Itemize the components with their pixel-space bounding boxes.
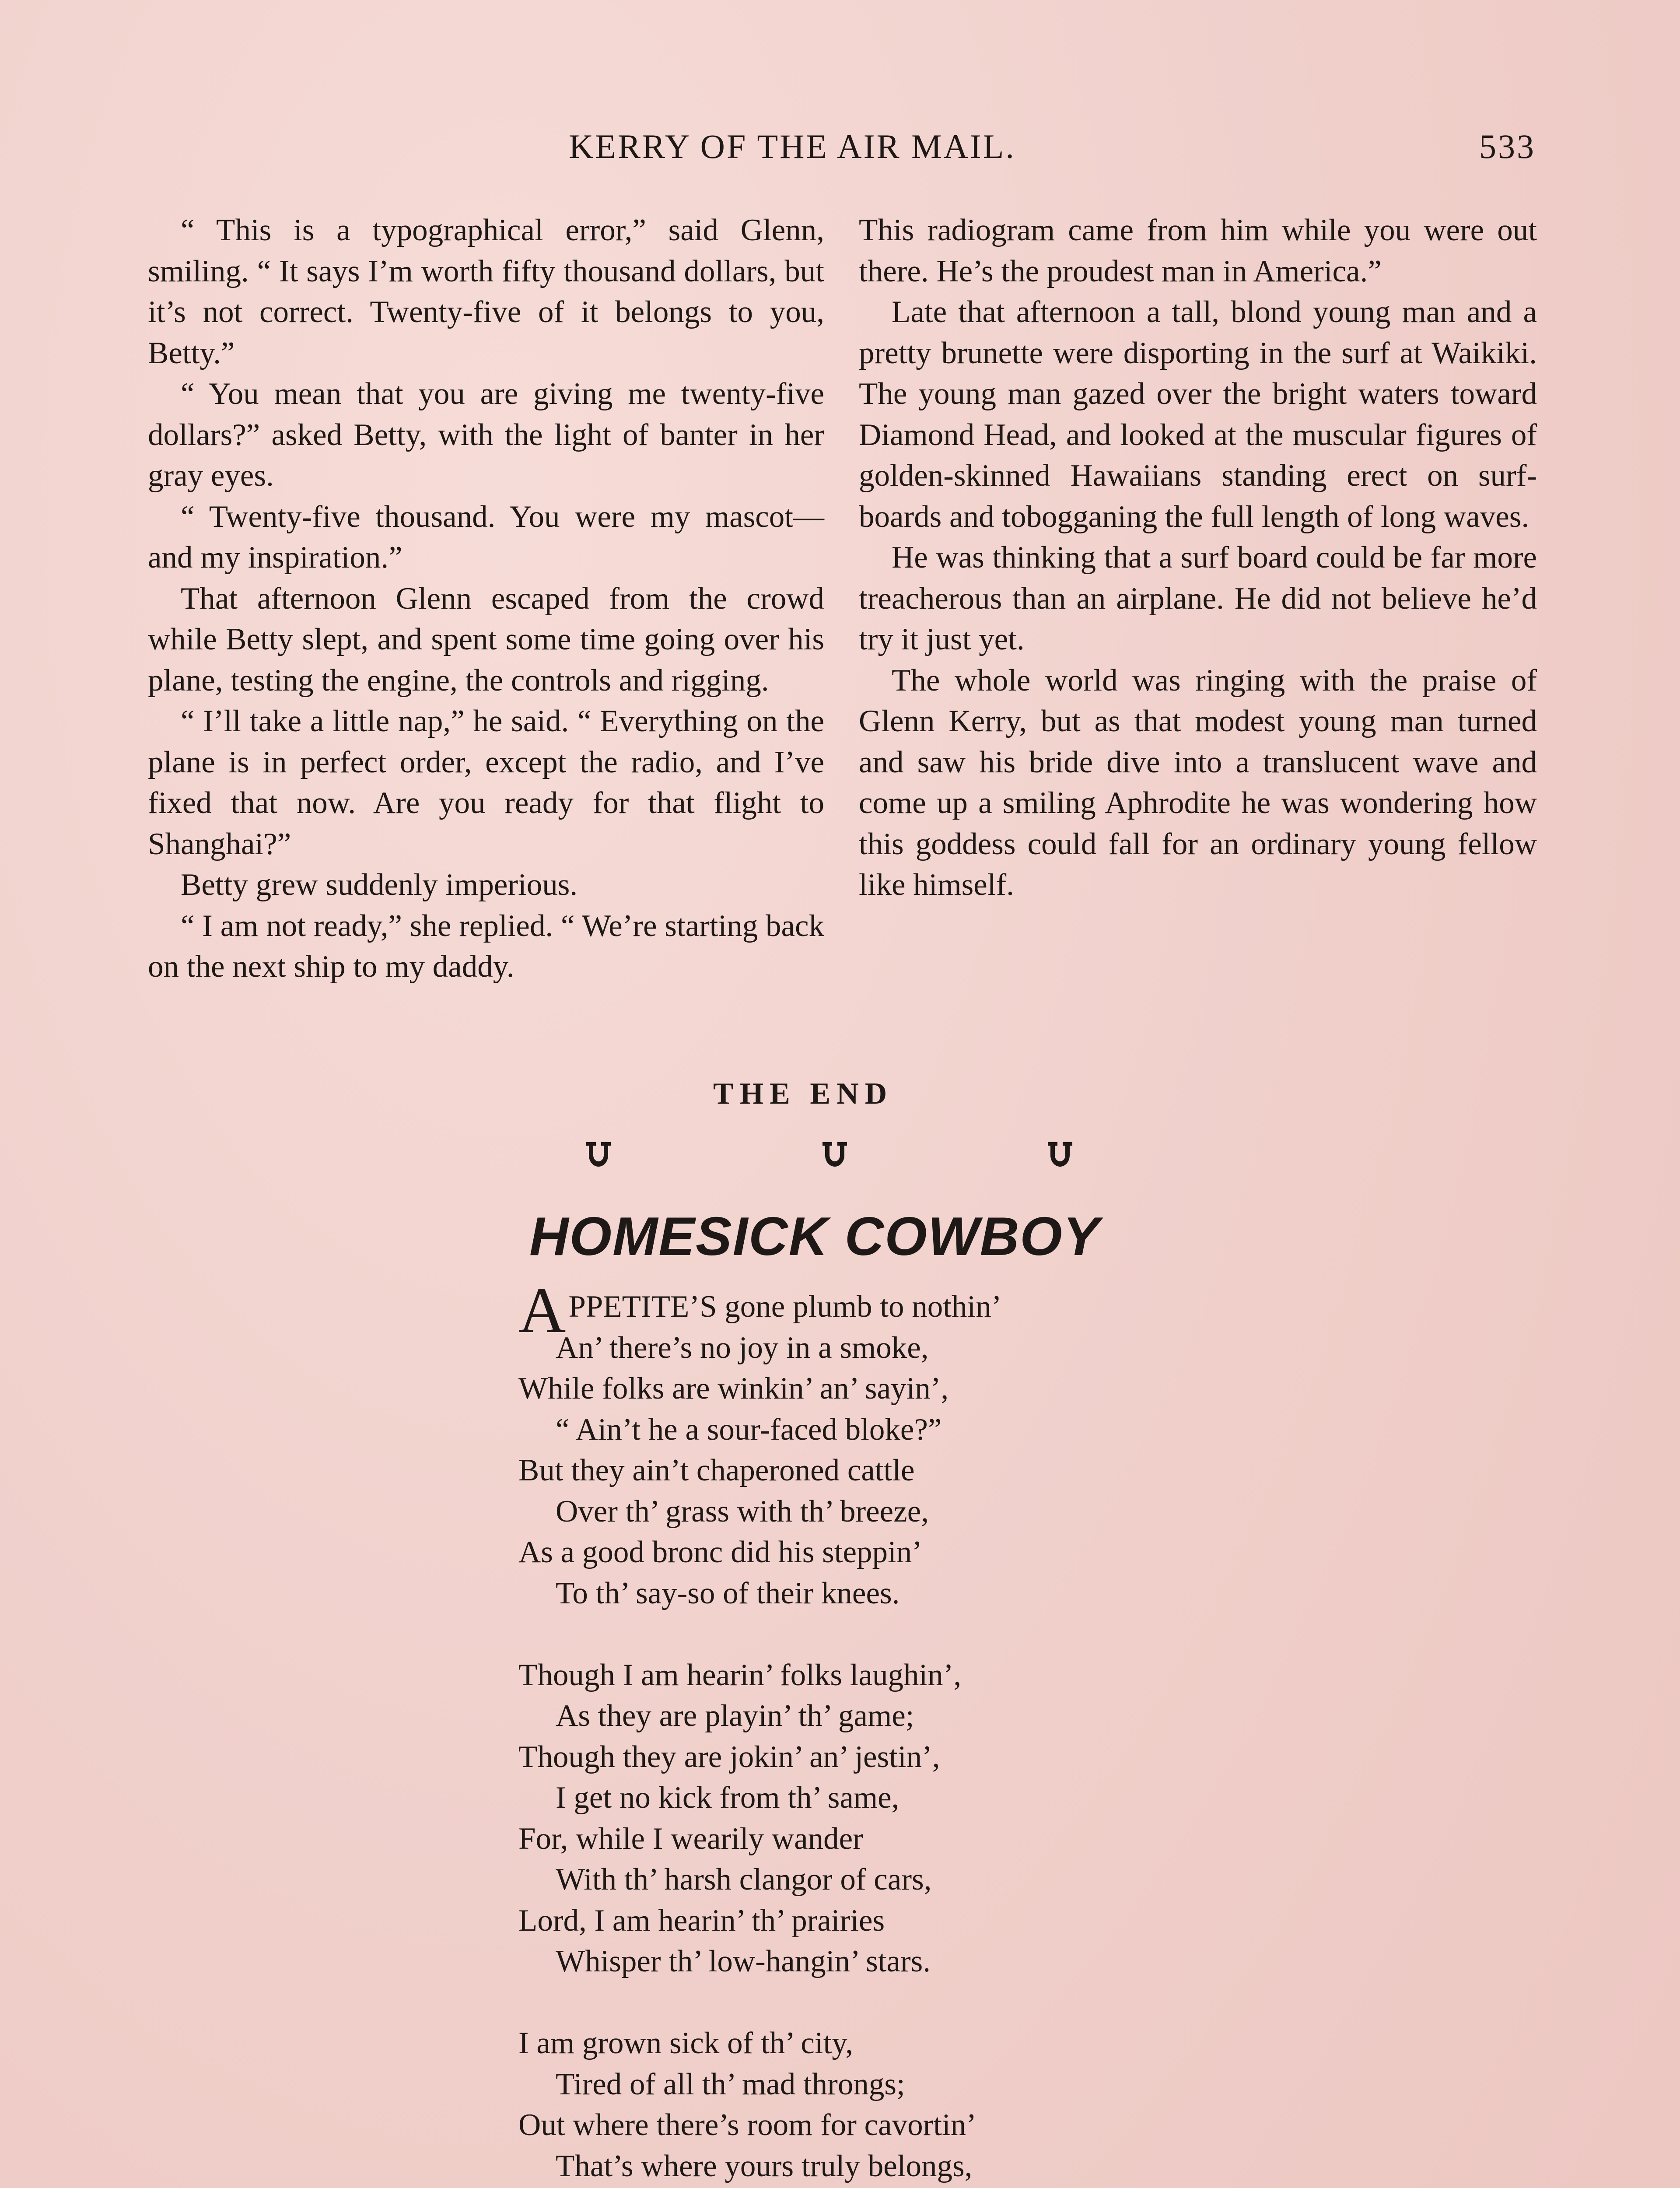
poem-line: But they ain’t chaperoned cattle	[518, 1453, 915, 1487]
horseshoe-icon	[586, 1142, 611, 1169]
poem-line	[518, 1274, 1350, 1346]
poem-line: I get no kick from th’ same,	[556, 1781, 900, 1815]
paragraph: “ I am not ready,” she replied. “ We’re starting back on the next ship to my daddy.	[148, 908, 824, 984]
drop-cap: A	[518, 1274, 566, 1346]
paragraph: The whole world was ringing with the praise of Glenn Kerry, but as that modest young man turned and saw his bride dive into a translucent wave and come up a smiling Aphrodite he was wondering how this goddess could fall for an ordinary young fellow like himself.	[859, 663, 1537, 902]
paragraph-continuation: This radiogram came from him while you were out there. He’s the proudest man in America.”	[859, 213, 1537, 288]
poem-body	[518, 1274, 1350, 2188]
poem-line: Though they are jokin’ an’ jestin’,	[518, 1739, 940, 1774]
poem-line: With th’ harsh clangor of cars,	[556, 1862, 932, 1897]
poem-line: To th’ say-so of their knees.	[556, 1576, 900, 1610]
the-end-label: THE END	[713, 1077, 893, 1111]
paragraph: “ I’ll take a little nap,” he said. “ Everything on the plane is in perfect order, except the radio, and I’ve fixed that now. Are you ready for that flight to Shanghai?”	[148, 704, 824, 861]
running-header	[149, 127, 1536, 175]
paragraph: That afternoon Glenn escaped from the crowd while Betty slept, and spent some time going over his plane, testing the engine, the controls and rigging.	[148, 581, 824, 698]
poem-title: HOMESICK COWBOY	[529, 1206, 1100, 1267]
poem-line: Over th’ grass with th’ breeze,	[556, 1494, 929, 1529]
horseshoe-icon	[1048, 1142, 1072, 1169]
poem-line: Tired of all th’ mad throngs;	[556, 2067, 905, 2101]
poem-stanza	[518, 1274, 1350, 1614]
poem-stanza	[518, 2023, 1350, 2188]
poem-line: As a good bronc did his steppin’	[518, 1535, 922, 1569]
poem-line: That’s where yours truly belongs,	[556, 2149, 973, 2183]
poem-line: Out where there’s room for cavortin’	[518, 2108, 976, 2142]
story-column-right	[859, 210, 1537, 906]
poem-line: While folks are winkin’ an’ sayin’,	[518, 1371, 949, 1406]
story-column-left	[148, 210, 824, 988]
poem-stanza	[518, 1655, 1350, 1982]
poem-line: Lord, I am hearin’ th’ prairies	[518, 1903, 885, 1938]
paragraph: He was thinking that a surf board could be far more treacherous than an airplane. He did not believe he’d try it just yet.	[859, 540, 1537, 656]
poem-line: I am grown sick of th’ city,	[518, 2026, 854, 2060]
running-title: KERRY OF THE AIR MAIL.	[569, 127, 1016, 165]
poem-line-text: PPETITE’S gone plumb to nothin’	[568, 1290, 1002, 1324]
poem-line: Whisper th’ low-hangin’ stars.	[556, 1944, 931, 1978]
ornament-row	[0, 1142, 1680, 1177]
paragraph: “ Twenty-five thousand. You were my mascot—and my inspiration.”	[148, 499, 824, 575]
page-number: 533	[1479, 127, 1536, 165]
poem-line: For, while I wearily wander	[518, 1821, 863, 1856]
paragraph: “ This is a typographical error,” said Glenn, smiling. “ It says I’m worth fifty thousand dollars, but it’s not correct. Twenty-five of it belongs to you, Betty.”	[148, 213, 824, 370]
poem-line: An’ there’s no joy in a smoke,	[556, 1330, 929, 1365]
paragraph: Late that afternoon a tall, blond young man and a pretty brunette were disporting in the surf at Waikiki. The young man gazed over the bright waters toward Diamond Head, and looked at the muscular figures of golden-skinned Hawaiians standing erect on surf-boards and tobogganing the full length of long waves.	[859, 295, 1537, 534]
poem-line: “ Ain’t he a sour-faced bloke?”	[556, 1412, 942, 1447]
horseshoe-icon	[822, 1142, 847, 1169]
poem-line: Though I am hearin’ folks laughin’,	[518, 1658, 962, 1692]
paragraph: Betty grew suddenly imperious.	[181, 868, 578, 902]
poem-line: As they are playin’ th’ game;	[556, 1699, 914, 1733]
paragraph: “ You mean that you are giving me twenty-five dollars?” asked Betty, with the light of banter in her gray eyes.	[148, 377, 824, 493]
